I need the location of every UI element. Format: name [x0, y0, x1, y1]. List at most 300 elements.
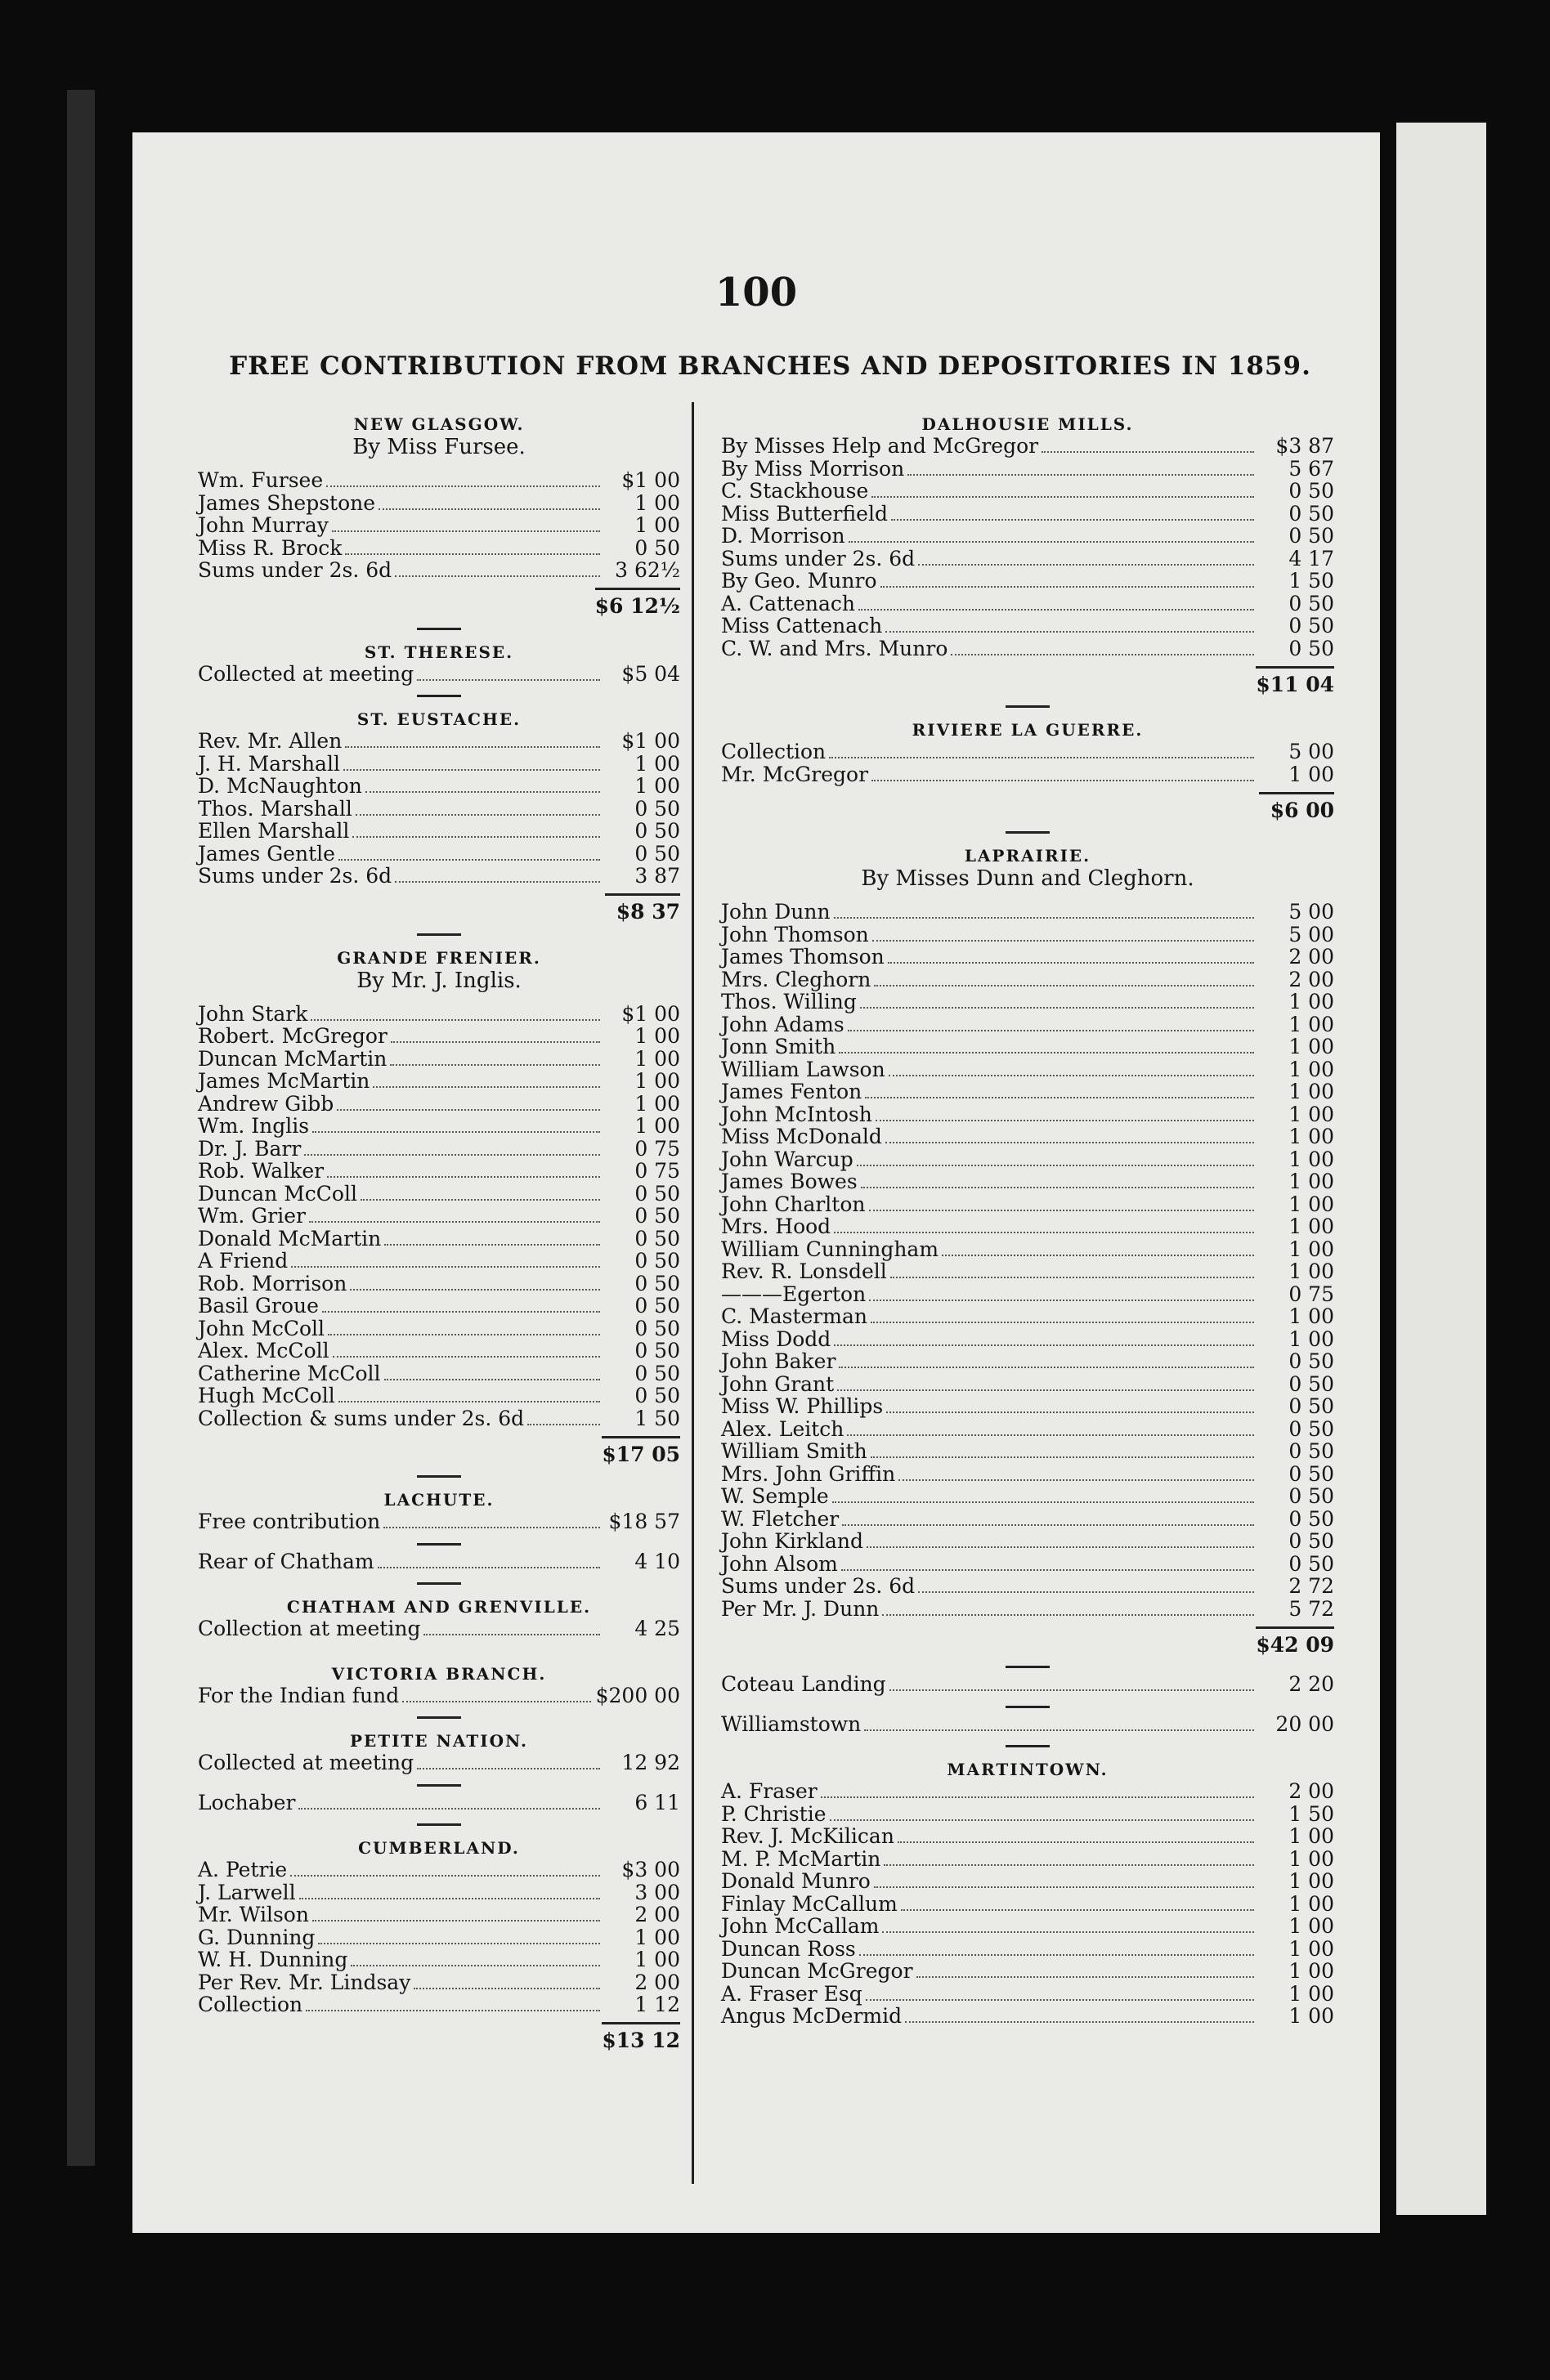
dot-leader — [332, 530, 600, 532]
dot-leader — [318, 1943, 600, 1944]
dot-leader — [351, 1965, 600, 1966]
contribution-amount: 0 50 — [1288, 1371, 1334, 1396]
contribution-row — [198, 1003, 680, 1026]
contributor-name: John Stark — [198, 1001, 308, 1026]
contribution-row — [198, 1407, 680, 1430]
contribution-amount: 2 72 — [1288, 1574, 1334, 1598]
section-separator — [417, 1823, 461, 1826]
contribution-row — [198, 514, 680, 537]
contribution-amount: 2 00 — [1288, 1779, 1334, 1803]
contribution-amount: 1 00 — [634, 1046, 680, 1071]
contributor-name: Alex. Leitch — [721, 1416, 844, 1441]
total-amount: $42 09 — [1256, 1626, 1334, 1657]
contributor-name: John McColl — [198, 1316, 325, 1340]
contribution-row — [198, 1070, 680, 1093]
dot-leader — [834, 917, 1254, 919]
contribution-amount: $1 00 — [621, 468, 680, 492]
dot-leader — [378, 1567, 600, 1568]
dot-leader — [918, 564, 1254, 566]
contributor-name: P. Christie — [721, 1801, 827, 1826]
dot-leader — [942, 1255, 1254, 1256]
contributor-name: For the Indian fund — [198, 1683, 400, 1707]
dot-leader — [527, 1424, 600, 1425]
contribution-row — [198, 820, 680, 843]
contribution-amount: $5 04 — [621, 661, 680, 686]
contributor-name: William Lawson — [721, 1057, 885, 1081]
section-heading: LAPRAIRIE. — [964, 846, 1091, 866]
contribution-row — [198, 492, 680, 515]
contribution-row — [721, 1260, 1334, 1283]
contributor-name: G. Dunning — [198, 1925, 316, 1949]
dot-leader — [882, 1614, 1254, 1616]
contribution-amount: 5 67 — [1288, 456, 1334, 481]
contributor-name: A Friend — [198, 1249, 289, 1273]
contribution-amount: 1 00 — [1288, 1147, 1334, 1171]
dot-leader — [874, 985, 1254, 986]
contribution-row — [721, 593, 1334, 615]
contribution-amount: 1 00 — [1288, 1057, 1334, 1081]
contributor-name: Duncan McMartin — [198, 1046, 388, 1071]
contribution-row — [721, 548, 1334, 570]
contributor-name: John McIntosh — [721, 1102, 872, 1126]
dot-leader — [876, 1120, 1254, 1121]
spacer — [198, 1640, 680, 1652]
dot-leader — [306, 2010, 600, 2011]
contribution-row — [721, 1893, 1334, 1916]
contributor-name: James Shepstone — [198, 490, 376, 515]
section-separator — [417, 933, 461, 936]
section-heading: GRANDE FRENIER. — [337, 947, 541, 968]
contribution-amount: 0 50 — [634, 1271, 680, 1295]
dot-leader — [395, 881, 600, 883]
contribution-row — [721, 1013, 1334, 1036]
contribution-row — [721, 924, 1334, 946]
contribution-amount: 1 50 — [1288, 1801, 1334, 1826]
contributor-name: Catherine McColl — [198, 1361, 381, 1385]
contribution-row — [198, 775, 680, 798]
contribution-amount: 2 00 — [1288, 967, 1334, 991]
section-separator — [1006, 1745, 1050, 1747]
contribution-amount: 1 00 — [634, 1024, 680, 1048]
section-heading: PETITE NATION. — [350, 1731, 528, 1751]
left-column — [198, 402, 680, 2052]
contributor-name: Alex. McColl — [198, 1339, 329, 1362]
contributor-name: Finlay McCallum — [721, 1891, 898, 1916]
entries-williamstown — [721, 1713, 1334, 1736]
section-separator — [1006, 1666, 1050, 1668]
contributor-name: Collection & sums under 2s. 6d — [198, 1406, 525, 1430]
section-heading: NEW GLASGOW. — [353, 414, 525, 434]
contribution-row — [721, 1780, 1334, 1803]
contributor-name: Collection at meeting — [198, 1617, 421, 1640]
contribution-amount: 1 00 — [1288, 1824, 1334, 1848]
contribution-row — [721, 1848, 1334, 1871]
contribution-amount: 0 50 — [634, 1226, 680, 1250]
contributor-name: John Baker — [721, 1349, 836, 1373]
contribution-amount: 0 50 — [1288, 1439, 1334, 1463]
contributor-name: D. McNaughton — [198, 774, 362, 798]
contributor-name: Collection — [721, 740, 827, 763]
contributor-name: John Charlton — [721, 1192, 866, 1216]
dot-leader — [859, 1954, 1254, 1956]
contributor-name: Duncan Ross — [721, 1936, 856, 1961]
contributor-name: Collected at meeting — [198, 1751, 414, 1774]
dot-leader — [871, 780, 1254, 781]
contributor-name: Ellen Marshall — [198, 819, 350, 843]
contribution-row — [721, 570, 1334, 593]
contribution-amount: 1 00 — [1288, 1192, 1334, 1216]
section-total — [198, 582, 680, 618]
contribution-amount: 0 50 — [1288, 479, 1334, 503]
contribution-amount: 2 00 — [634, 1903, 680, 1926]
contributor-name: Lochaber — [198, 1790, 296, 1814]
contribution-row — [721, 1238, 1334, 1261]
contribution-amount: 0 50 — [1288, 636, 1334, 660]
contribution-amount: 2 00 — [1288, 945, 1334, 969]
contributor-name: John Kirkland — [721, 1529, 863, 1553]
contribution-row — [198, 1971, 680, 1994]
dot-leader — [343, 769, 600, 771]
contributor-name: Donald McMartin — [198, 1226, 382, 1250]
dot-leader — [417, 679, 600, 681]
contribution-amount: 0 50 — [1288, 501, 1334, 526]
contribution-row — [721, 435, 1334, 458]
contributor-name: A. Petrie — [198, 1858, 288, 1881]
dot-leader — [918, 1591, 1254, 1593]
contributor-name: Sums under 2s. 6d — [721, 546, 916, 570]
contribution-amount: $3 00 — [621, 1858, 680, 1881]
contribution-row — [198, 1617, 680, 1640]
section-separator — [417, 1716, 461, 1719]
contributor-name: Rev. R. Lonsdell — [721, 1259, 887, 1283]
contribution-row — [721, 1530, 1334, 1553]
contributor-name: Thos. Marshall — [198, 796, 352, 821]
contribution-amount: 4 10 — [634, 1549, 680, 1573]
contributor-name: Wm. Inglis — [198, 1114, 310, 1138]
contribution-row — [198, 1751, 680, 1774]
contribution-amount: 20 00 — [1275, 1711, 1334, 1736]
contributor-name: Miss McDonald — [721, 1125, 882, 1148]
dot-leader — [869, 1210, 1254, 1211]
contribution-row — [721, 901, 1334, 924]
dot-leader — [849, 541, 1254, 543]
contribution-amount: 1 00 — [634, 1114, 680, 1138]
contribution-row — [721, 1598, 1334, 1621]
document-page — [132, 132, 1380, 2233]
contribution-row — [721, 1148, 1334, 1171]
contribution-row — [198, 1093, 680, 1116]
contribution-row — [198, 1881, 680, 1904]
dot-leader — [907, 474, 1254, 476]
dot-leader — [337, 1109, 600, 1111]
contribution-amount: 0 75 — [634, 1136, 680, 1161]
contributor-name: Miss Dodd — [721, 1326, 831, 1351]
contributor-name: Duncan McGregor — [721, 1959, 913, 1983]
contributor-name: C. Masterman — [721, 1304, 867, 1328]
contributor-name: Mrs. Hood — [721, 1215, 831, 1238]
dot-leader — [890, 1277, 1254, 1278]
dot-leader — [829, 757, 1254, 758]
contributor-name: Thos. Willing — [721, 990, 857, 1013]
section-heading: MARTINTOWN. — [947, 1760, 1109, 1779]
contribution-row — [721, 946, 1334, 969]
contributor-name: W. Semple — [721, 1484, 829, 1508]
contribution-row — [198, 1926, 680, 1949]
dot-leader — [821, 1796, 1254, 1798]
dot-leader — [338, 1401, 600, 1402]
contribution-amount: 3 87 — [634, 864, 680, 888]
entries-laprairie — [721, 901, 1334, 1620]
page-number: 100 — [715, 270, 798, 315]
contribution-row — [198, 537, 680, 560]
contribution-amount: 5 00 — [1288, 900, 1334, 924]
contributor-name: William Smith — [721, 1439, 867, 1463]
dot-leader — [871, 1322, 1254, 1323]
contribution-amount: 0 50 — [634, 1249, 680, 1273]
right-column — [721, 402, 1334, 2028]
contributor-name: Rob. Morrison — [198, 1271, 347, 1295]
contribution-row — [721, 1283, 1334, 1306]
entries-st-therese — [198, 663, 680, 686]
contributor-name: Mr. Wilson — [198, 1903, 309, 1926]
contribution-amount: 1 00 — [1288, 2004, 1334, 2028]
entries-dalhousie-mills — [721, 435, 1334, 660]
dot-leader — [889, 1075, 1254, 1076]
contribution-amount: 1 00 — [1288, 1959, 1334, 1983]
contribution-amount: 0 50 — [1288, 1461, 1334, 1486]
contribution-amount: 1 00 — [1288, 1259, 1334, 1283]
contribution-amount: 0 50 — [634, 1181, 680, 1206]
contributor-name: John Thomson — [721, 922, 869, 946]
dot-leader — [311, 1019, 600, 1021]
contributor-name: Mrs. Cleghorn — [721, 967, 871, 991]
entries-lachute — [198, 1510, 680, 1533]
contribution-amount: 1 00 — [1288, 1102, 1334, 1126]
contributor-name: By Misses Help and McGregor — [721, 434, 1039, 458]
dot-leader — [905, 2021, 1254, 2023]
dot-leader — [871, 496, 1254, 498]
contribution-row — [721, 1373, 1334, 1396]
contribution-amount: 0 50 — [1288, 1506, 1334, 1531]
contribution-row — [721, 1575, 1334, 1598]
column-divider — [692, 402, 694, 2184]
contribution-amount: 12 92 — [621, 1751, 680, 1774]
contribution-amount: 1 00 — [634, 513, 680, 537]
dot-leader — [327, 1176, 600, 1178]
contribution-row — [721, 503, 1334, 526]
section-heading: LACHUTE. — [383, 1490, 495, 1510]
contribution-amount: 1 00 — [634, 1925, 680, 1949]
contribution-row — [721, 1485, 1334, 1508]
section-byline: By Misses Dunn and Cleghorn. — [861, 866, 1194, 891]
contribution-row — [198, 1205, 680, 1228]
dot-leader — [886, 1411, 1254, 1413]
contributor-name: Sums under 2s. 6d — [198, 864, 392, 888]
dot-leader — [345, 746, 600, 748]
contribution-amount: 0 50 — [1288, 614, 1334, 638]
dot-leader — [417, 1768, 600, 1769]
contribution-row — [198, 730, 680, 753]
contribution-amount: 1 50 — [1288, 569, 1334, 593]
contributor-name: John Alsom — [721, 1551, 838, 1576]
contribution-amount: 1 00 — [1288, 1012, 1334, 1036]
entries-martintown — [721, 1780, 1334, 2028]
dot-leader — [861, 1187, 1254, 1188]
contributor-name: Robert. McGregor — [198, 1024, 388, 1048]
contribution-amount: 0 50 — [1288, 1349, 1334, 1373]
contributor-name: John Grant — [721, 1371, 835, 1396]
total-amount: $11 04 — [1256, 666, 1334, 696]
contribution-row — [721, 525, 1334, 548]
dot-leader — [871, 1456, 1254, 1458]
contribution-amount: 1 50 — [634, 1406, 680, 1430]
contributor-name: Collected at meeting — [198, 661, 414, 686]
contribution-row — [198, 1183, 680, 1206]
dot-leader — [379, 508, 600, 510]
contribution-amount: 0 50 — [1288, 1529, 1334, 1553]
contribution-amount: 1 00 — [1288, 1237, 1334, 1261]
dot-leader — [326, 485, 600, 487]
contribution-amount: 0 50 — [1288, 591, 1334, 615]
contribution-row — [721, 1125, 1334, 1148]
section-separator — [417, 1475, 461, 1478]
contributor-name: John Murray — [198, 513, 329, 537]
contributor-name: Collection — [198, 1993, 303, 2016]
contributor-name: C. W. and Mrs. Munro — [721, 636, 948, 660]
total-amount: $6 12½ — [595, 588, 680, 618]
contribution-row — [721, 1058, 1334, 1081]
section-heading: VICTORIA BRANCH. — [331, 1663, 547, 1684]
dot-leader — [841, 1569, 1254, 1571]
contribution-row — [721, 1418, 1334, 1441]
contribution-row — [721, 1915, 1334, 1938]
contributor-name: A. Fraser — [721, 1779, 818, 1803]
contribution-row — [198, 1510, 680, 1533]
dot-leader — [309, 1221, 600, 1223]
contribution-amount: 5 00 — [1288, 740, 1334, 763]
contribution-amount: 0 75 — [1288, 1282, 1334, 1306]
contribution-row — [721, 1036, 1334, 1058]
contribution-row — [198, 663, 680, 686]
dot-leader — [860, 1007, 1254, 1009]
contribution-amount: 5 72 — [1288, 1596, 1334, 1621]
contribution-row — [721, 1553, 1334, 1576]
contributor-name: Sums under 2s. 6d — [198, 558, 392, 582]
dot-leader — [839, 1052, 1254, 1054]
contribution-amount: 0 50 — [1288, 1484, 1334, 1508]
contribution-amount: 2 00 — [634, 1970, 680, 1994]
contributor-name: Jonn Smith — [721, 1035, 836, 1058]
contribution-amount: 4 25 — [634, 1617, 680, 1640]
dot-leader — [901, 1909, 1254, 1911]
total-amount: $17 05 — [602, 1436, 680, 1466]
contribution-amount: 1 00 — [1288, 1891, 1334, 1916]
contributor-name: James Fenton — [721, 1080, 862, 1103]
contribution-amount: 1 00 — [1288, 1326, 1334, 1351]
entries-st-eustache — [198, 730, 680, 888]
contribution-row — [721, 1463, 1334, 1486]
contribution-amount: 0 50 — [1288, 1394, 1334, 1418]
contributor-name: Sums under 2s. 6d — [721, 1574, 916, 1598]
dot-leader — [391, 1041, 600, 1043]
contributor-name: John Adams — [721, 1012, 844, 1036]
contribution-row — [198, 1948, 680, 1971]
dot-leader — [858, 609, 1254, 611]
dot-leader — [350, 1289, 600, 1291]
dot-leader — [402, 1701, 590, 1702]
contribution-amount: 1 00 — [1288, 1035, 1334, 1058]
contribution-amount: 6 11 — [634, 1790, 680, 1814]
contributor-name: Williamstown — [721, 1711, 862, 1736]
section-total — [198, 888, 680, 924]
dot-leader — [834, 1344, 1254, 1346]
contributor-name: Free contribution — [198, 1510, 381, 1533]
contribution-row — [198, 1792, 680, 1814]
contributor-name: Mr. McGregor — [721, 762, 869, 786]
contribution-row — [721, 1803, 1334, 1826]
dot-leader — [395, 575, 600, 577]
contribution-row — [198, 1160, 680, 1183]
contributor-name: John Dunn — [721, 900, 831, 924]
contribution-amount: 0 50 — [634, 1339, 680, 1362]
contributor-name: Wm. Grier — [198, 1204, 306, 1228]
dot-leader — [888, 962, 1254, 964]
contribution-amount: 1 00 — [1288, 990, 1334, 1013]
contribution-row — [198, 1340, 680, 1362]
section-byline: By Mr. J. Inglis. — [356, 968, 522, 993]
dot-leader — [361, 1199, 600, 1201]
section-heading: CUMBERLAND. — [358, 1838, 520, 1858]
dot-leader — [322, 1311, 600, 1313]
contributor-name: John Warcup — [721, 1147, 853, 1171]
dot-leader — [834, 1232, 1254, 1233]
dot-leader — [338, 859, 600, 861]
dot-leader — [384, 1379, 600, 1380]
contribution-amount: 0 50 — [634, 1361, 680, 1385]
contribution-row — [721, 1328, 1334, 1351]
section-separator — [1006, 1706, 1050, 1708]
contributor-name: A. Fraser Esq — [721, 1981, 862, 2006]
dot-leader — [423, 1634, 600, 1635]
entries-lochaber — [198, 1792, 680, 1814]
entries-petite-nation — [198, 1751, 680, 1774]
entries-chatham-grenville — [198, 1617, 680, 1640]
contribution-amount: 2 20 — [1288, 1672, 1334, 1696]
total-amount: $13 12 — [602, 2022, 680, 2052]
section-total — [721, 785, 1334, 821]
dot-leader — [847, 1434, 1254, 1436]
contributor-name: D. Morrison — [721, 524, 845, 548]
contribution-row — [721, 480, 1334, 503]
dot-leader — [885, 1142, 1254, 1143]
dot-leader — [414, 1988, 600, 1989]
contribution-amount: 0 50 — [1288, 1416, 1334, 1441]
dot-leader — [390, 1064, 600, 1066]
contributor-name: By Geo. Munro — [721, 569, 877, 593]
dot-leader — [951, 654, 1254, 655]
entries-grande-frenier — [198, 1003, 680, 1430]
dot-leader — [365, 791, 600, 793]
contribution-row — [721, 458, 1334, 481]
contribution-amount: 1 00 — [1288, 1846, 1334, 1871]
contribution-row — [198, 1859, 680, 1881]
contribution-amount: 5 00 — [1288, 922, 1334, 946]
contribution-row — [721, 615, 1334, 638]
contribution-amount: 1 00 — [1288, 1914, 1334, 1938]
contribution-amount: 0 50 — [634, 1204, 680, 1228]
dot-leader — [882, 1931, 1254, 1933]
contribution-row — [721, 1305, 1334, 1328]
